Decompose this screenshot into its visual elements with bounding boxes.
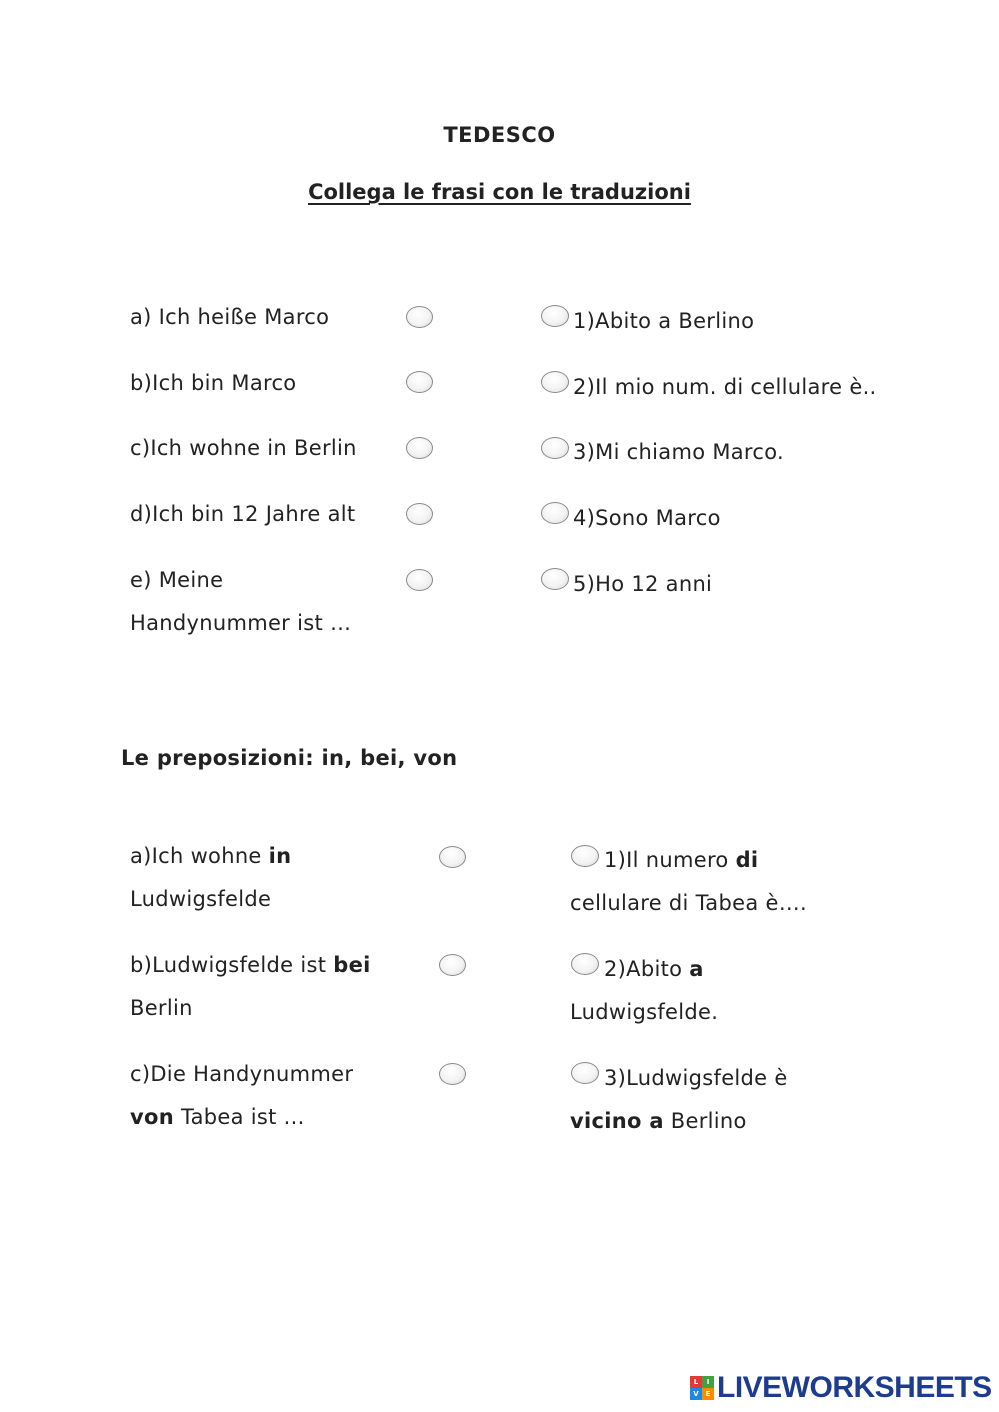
logo-letter-i: I (702, 1376, 714, 1388)
logo-letter-v: V (690, 1388, 702, 1400)
ex1-left-a-connector[interactable] (406, 306, 433, 328)
ex2-left-b-bold: bei (333, 953, 371, 977)
ex1-left-e-connector[interactable] (406, 569, 433, 591)
ex1-left-e (130, 559, 351, 645)
ex1-left-e-line1: e) Meine (130, 568, 224, 592)
liveworksheets-logo-text: LIVEWORKSHEETS (717, 1371, 992, 1404)
ex2-left-b (130, 944, 371, 1030)
ex2-right-2 (570, 948, 718, 1034)
ex1-left-d: d)Ich bin 12 Jahre alt (130, 502, 356, 526)
liveworksheets-logo-icon (690, 1376, 714, 1400)
ex1-left-c-connector[interactable] (406, 437, 433, 459)
ex2-right-3 (570, 1057, 788, 1143)
ex2-right-2-bold: a (689, 957, 704, 981)
ex1-right-2-connector[interactable] (541, 371, 569, 393)
liveworksheets-logo (690, 1373, 992, 1403)
ex1-left-b: b)Ich bin Marco (130, 371, 297, 395)
ex2-left-c (130, 1053, 353, 1139)
ex2-left-c-text: Tabea ist ... (173, 1105, 305, 1129)
section-heading-prepositions: Le preposizioni: in, bei, von (121, 746, 458, 770)
ex2-right-1-bold: di (735, 848, 759, 872)
ex2-right-2-text: 2)Abito (604, 957, 690, 981)
ex1-right-3-connector[interactable] (541, 437, 569, 459)
ex1-right-5-connector[interactable] (541, 568, 569, 590)
ex2-left-b-connector[interactable] (439, 954, 466, 976)
ex1-right-4: 4)Sono Marco (573, 506, 721, 530)
ex2-left-c-connector[interactable] (439, 1063, 466, 1085)
ex2-left-a-text: a)Ich wohne (130, 844, 269, 868)
ex1-right-1-connector[interactable] (541, 305, 569, 327)
ex2-left-c-line1: c)Die Handynummer (130, 1062, 354, 1086)
ex1-right-5: 5)Ho 12 anni (573, 572, 713, 596)
ex2-right-1 (570, 839, 807, 925)
ex2-left-c-bold: von (130, 1105, 174, 1129)
ex1-left-c: c)Ich wohne in Berlin (130, 436, 357, 460)
logo-letter-e: E (702, 1388, 714, 1400)
ex1-right-3: 3)Mi chiamo Marco. (573, 440, 784, 464)
ex1-right-2: 2)Il mio num. di cellulare è.. (573, 375, 877, 399)
ex1-left-e-line2: Handynummer ist … (130, 611, 352, 635)
ex2-right-3-text: Berlino (663, 1109, 747, 1133)
ex2-right-1-text: 1)Il numero (604, 848, 736, 872)
page-title: TEDESCO (443, 123, 556, 147)
ex1-left-d-connector[interactable] (406, 503, 433, 525)
ex1-left-b-connector[interactable] (406, 371, 433, 393)
ex2-left-a (130, 835, 291, 921)
ex2-left-a-bold: in (268, 844, 292, 868)
ex2-right-1-line2: cellulare di Tabea è…. (570, 891, 807, 915)
ex2-left-b-text: b)Ludwigsfelde ist (130, 953, 334, 977)
ex2-right-2-line2: Ludwigsfelde. (570, 1000, 719, 1024)
instructions-heading: Collega le frasi con le traduzioni (308, 180, 691, 204)
logo-letter-l: L (690, 1376, 702, 1388)
ex2-left-a-line2: Ludwigsfelde (130, 887, 272, 911)
ex2-left-a-connector[interactable] (439, 846, 466, 868)
ex1-right-4-connector[interactable] (541, 502, 569, 524)
ex1-right-1: 1)Abito a Berlino (573, 309, 755, 333)
ex2-left-b-line2: Berlin (130, 996, 193, 1020)
ex2-right-3-line1: 3)Ludwigsfelde è (604, 1066, 788, 1090)
ex2-right-3-bold: vicino a (570, 1109, 664, 1133)
ex1-left-a: a) Ich heiße Marco (130, 305, 330, 329)
